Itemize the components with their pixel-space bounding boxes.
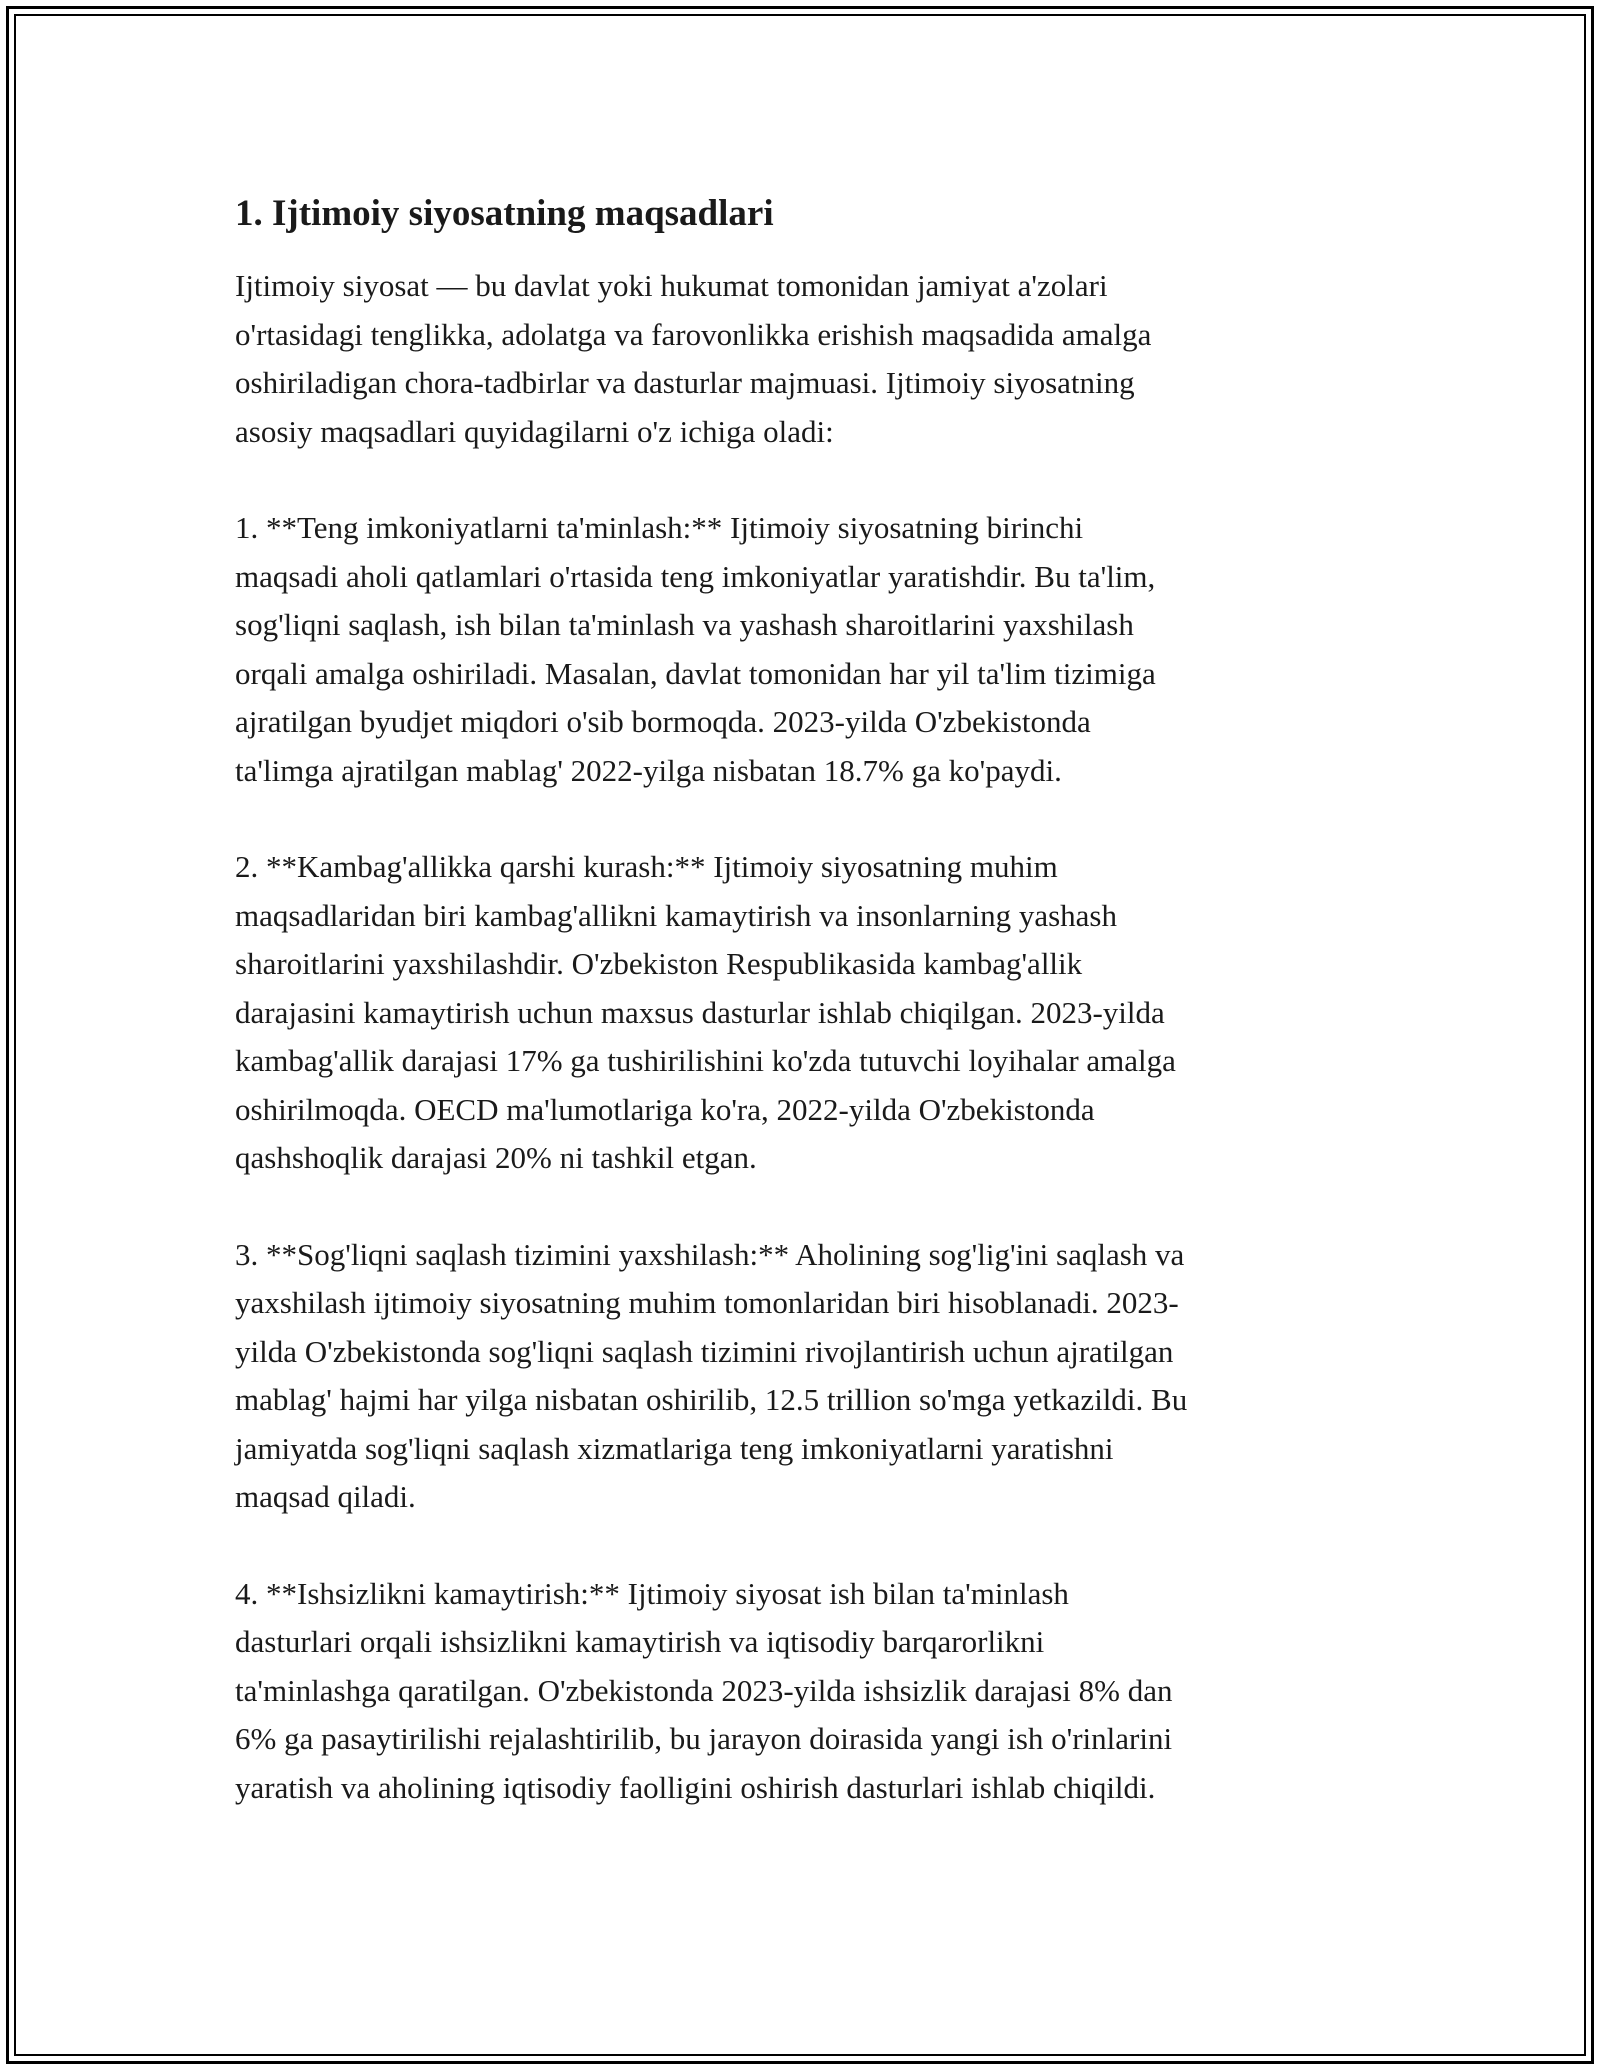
paragraph-unemployment: 4. **Ishsizlikni kamaytirish:** Ijtimoiy siyosat ish bilan ta'minlash dasturlari orqali ishsizlikni kamaytirish va iqtisodiy barqarorlikni ta'minlashga qaratilgan. O'zbekistonda 2023-yilda ishsizlik darajasi 8% dan 6% ga pasaytirilishi rejalashtirilib, bu jarayon doirasida yangi ish o'rinlarini yaratish va aholining iqtisodiy faolligini oshirish dasturlari ishlab chiqildi. [235,1575,1173,1805]
document-body [235,188,1365,1860]
paragraph-poverty-reduction: 2. **Kambag'allikka qarshi kurash:** Ijtimoiy siyosatning muhim maqsadlaridan biri kambag'allikni kamaytirish va insonlarning yashash sharoitlarini yaxshilashdir. O'zbekiston Respublikasida kambag'allik darajasini kamaytirish uchun maxsus dasturlar ishlab chiqilgan. 2023-yilda kambag'allik darajasi 17% ga tushirilishini ko'zda tutuvchi loyihalar amalga oshirilmoqda. OECD ma'lumotlariga ko'ra, 2022-yilda O'zbekistonda qashshoqlik darajasi 20% ni tashkil etgan. [235,849,1176,1175]
intro-paragraph: Ijtimoiy siyosat — bu davlat yoki hukumat tomonidan jamiyat a'zolari o'rtasidagi tenglikka, adolatga va farovonlikka erishish maqsadida amalga oshiriladigan chora-tadbirlar va dasturlar majmuasi. Ijtimoiy siyosatning asosiy maqsadlari quyidagilarni o'z ichiga oladi: [235,268,1152,449]
paragraph-healthcare: 3. **Sog'liqni saqlash tizimini yaxshilash:** Aholining sog'lig'ini saqlash va yaxshilash ijtimoiy siyosatning muhim tomonlaridan biri hisoblanadi. 2023- yilda O'zbekistonda sog'liqni saqlash tizimini rivojlantirish uchun ajratilgan mablag' hajmi har yilga nisbatan oshirilib, 12.5 trillion so'mga yetkazildi. Bu jamiyatda sog'liqni saqlash xizmatlariga teng imkoniyatlarni yaratishni maqsad qiladi. [235,1236,1188,1514]
section-heading: 1. Ijtimoiy siyosatning maqsadlari [235,193,774,234]
paragraph-equal-opportunities: 1. **Teng imkoniyatlarni ta'minlash:** Ijtimoiy siyosatning birinchi maqsadi aholi qatlamlari o'rtasida teng imkoniyatlar yaratishdir. Bu ta'lim, sog'liqni saqlash, ish bilan ta'minlash va yashash sharoitlarini yaxshilash orqali amalga oshiriladi. Masalan, davlat tomonidan har yil ta'lim tizimiga ajratilgan byudjet miqdori o'sib bormoqda. 2023-yilda O'zbekistonda ta'limga ajratilgan mablag' 2022-yilga nisbatan 18.7% ga ko'paydi. [235,510,1156,788]
